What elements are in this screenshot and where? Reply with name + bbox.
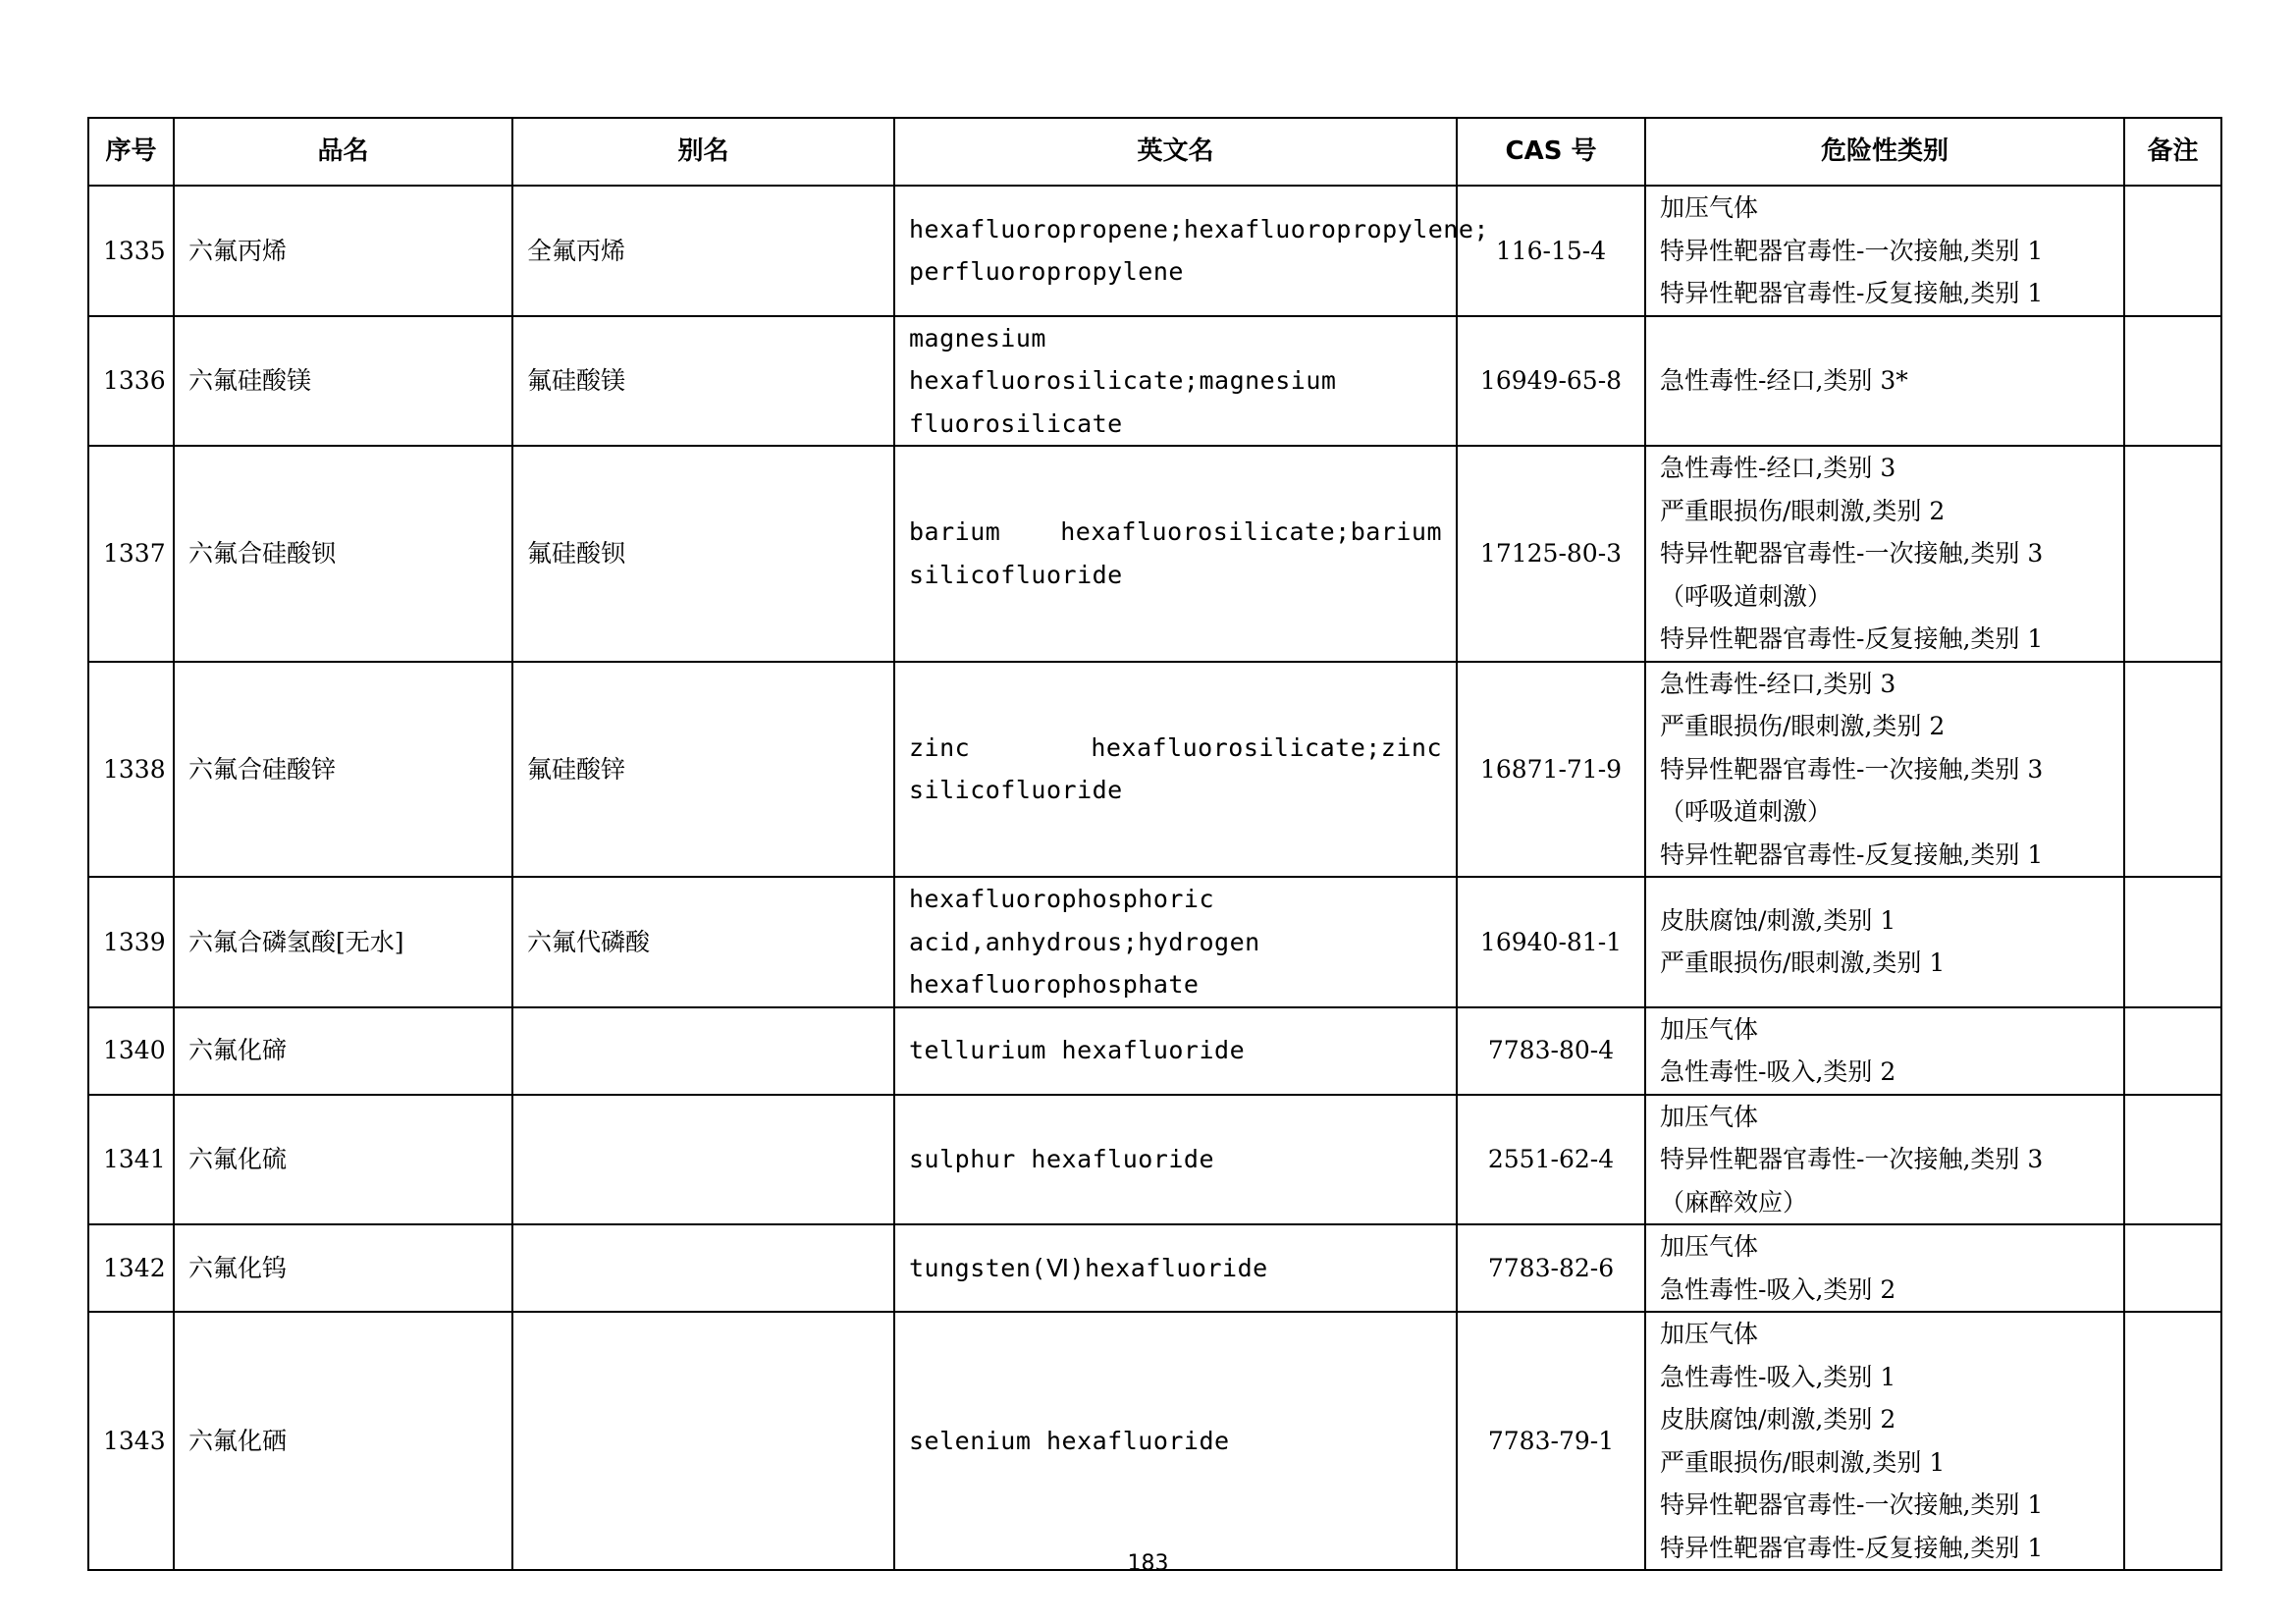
hazard-line: 急性毒性-经口,类别 3 <box>1660 669 1896 698</box>
cell-no: 1340 <box>88 1007 174 1095</box>
hazard-line: （呼吸道刺激） <box>1660 797 1833 826</box>
header-alias: 别名 <box>512 118 894 186</box>
hazard-line: （呼吸道刺激） <box>1660 581 1833 611</box>
cell-name: 六氟化钨 <box>174 1224 512 1312</box>
cell-name: 六氟化碲 <box>174 1007 512 1095</box>
cell-hazard <box>1645 662 2124 878</box>
cell-hazard <box>1645 1007 2124 1095</box>
cell-cas: 16871-71-9 <box>1457 662 1645 878</box>
cell-alias <box>512 1312 894 1570</box>
cell-hazard <box>1645 877 2124 1007</box>
table-row <box>88 446 2221 662</box>
cell-english-name: tellurium hexafluoride <box>894 1007 1457 1095</box>
hazard-line: 皮肤腐蚀/刺激,类别 1 <box>1660 905 1896 935</box>
table-row <box>88 877 2221 1007</box>
cell-alias: 氟硅酸钡 <box>512 446 894 662</box>
cell-remark <box>2124 662 2221 878</box>
cell-english-name: sulphur hexafluoride <box>894 1095 1457 1225</box>
cell-name: 六氟合硅酸钡 <box>174 446 512 662</box>
cell-no: 1338 <box>88 662 174 878</box>
cell-english-name: hexafluorophosphoric acid,anhydrous;hydrogen hexafluorophosphate <box>894 877 1457 1007</box>
chemical-table <box>87 117 2222 1571</box>
cell-no: 1343 <box>88 1312 174 1570</box>
header-name: 品名 <box>174 118 512 186</box>
cell-hazard <box>1645 446 2124 662</box>
cell-name: 六氟合磷氢酸[无水] <box>174 877 512 1007</box>
hazard-line: 急性毒性-吸入,类别 2 <box>1660 1274 1896 1304</box>
cell-name: 六氟丙烯 <box>174 186 512 316</box>
cell-cas: 7783-79-1 <box>1457 1312 1645 1570</box>
hazard-line: 加压气体 <box>1660 1232 1759 1261</box>
hazard-line: 严重眼损伤/眼刺激,类别 2 <box>1660 496 1946 525</box>
hazard-line: 严重眼损伤/眼刺激,类别 2 <box>1660 712 1946 740</box>
page-number: 183 <box>1127 1551 1169 1576</box>
hazard-line: 特异性靶器官毒性-一次接触,类别 3 <box>1660 1145 2044 1173</box>
cell-alias: 六氟代磷酸 <box>512 877 894 1007</box>
cell-remark <box>2124 1224 2221 1312</box>
cell-alias <box>512 1224 894 1312</box>
cell-cas: 2551-62-4 <box>1457 1095 1645 1225</box>
header-hazard: 危险性类别 <box>1645 118 2124 186</box>
table-row <box>88 1095 2221 1225</box>
cell-remark <box>2124 1312 2221 1570</box>
cell-name: 六氟合硅酸锌 <box>174 662 512 878</box>
cell-english-name: zinc hexafluorosilicate;zinc silicofluoride <box>894 662 1457 878</box>
cell-alias <box>512 1095 894 1225</box>
hazard-line: 严重眼损伤/眼刺激,类别 1 <box>1660 1447 1946 1477</box>
hazard-line: 特异性靶器官毒性-反复接触,类别 1 <box>1660 624 2044 653</box>
header-row <box>88 118 2221 186</box>
hazard-line: 特异性靶器官毒性-反复接触,类别 1 <box>1660 279 2044 307</box>
cell-alias: 氟硅酸镁 <box>512 316 894 447</box>
cell-english-name: magnesium hexafluorosilicate;magnesium fluorosilicate <box>894 316 1457 447</box>
hazard-line: 特异性靶器官毒性-一次接触,类别 1 <box>1660 236 2044 265</box>
cell-remark <box>2124 1007 2221 1095</box>
hazard-line: 加压气体 <box>1660 193 1759 222</box>
hazard-line: 急性毒性-吸入,类别 2 <box>1660 1057 1896 1086</box>
cell-remark <box>2124 1095 2221 1225</box>
hazard-line: 特异性靶器官毒性-一次接触,类别 3 <box>1660 539 2044 568</box>
table-body <box>88 186 2221 1570</box>
hazard-line: 特异性靶器官毒性-一次接触,类别 1 <box>1660 1490 2044 1519</box>
cell-cas: 17125-80-3 <box>1457 446 1645 662</box>
cell-english-name: selenium hexafluoride <box>894 1312 1457 1570</box>
hazard-line: 急性毒性-吸入,类别 1 <box>1660 1362 1896 1391</box>
header-english-name: 英文名 <box>894 118 1457 186</box>
hazard-line: 急性毒性-经口,类别 3* <box>1660 366 1908 395</box>
cell-english-name: barium hexafluorosilicate;barium silicofluoride <box>894 446 1457 662</box>
cell-remark <box>2124 316 2221 447</box>
header-no: 序号 <box>88 118 174 186</box>
cell-no: 1341 <box>88 1095 174 1225</box>
cell-hazard <box>1645 1312 2124 1570</box>
hazard-line: 特异性靶器官毒性-反复接触,类别 1 <box>1660 839 2044 869</box>
cell-cas: 7783-82-6 <box>1457 1224 1645 1312</box>
cell-hazard <box>1645 316 2124 447</box>
hazard-line: 皮肤腐蚀/刺激,类别 2 <box>1660 1405 1896 1434</box>
cell-hazard <box>1645 1224 2124 1312</box>
hazard-line: 特异性靶器官毒性-一次接触,类别 3 <box>1660 754 2044 784</box>
cell-alias <box>512 1007 894 1095</box>
cell-name: 六氟化硫 <box>174 1095 512 1225</box>
table-row <box>88 316 2221 447</box>
cell-hazard <box>1645 1095 2124 1225</box>
cell-no: 1335 <box>88 186 174 316</box>
table-row <box>88 186 2221 316</box>
cell-english-name: hexafluoropropene;hexafluoropropylene; perfluoropropylene <box>894 186 1457 316</box>
cell-remark <box>2124 186 2221 316</box>
hazard-line: 急性毒性-经口,类别 3 <box>1660 454 1896 482</box>
cell-name: 六氟硅酸镁 <box>174 316 512 447</box>
hazard-line: （麻醉效应） <box>1660 1187 1808 1217</box>
cell-cas: 16949-65-8 <box>1457 316 1645 447</box>
cell-alias: 全氟丙烯 <box>512 186 894 316</box>
hazard-line: 特异性靶器官毒性-反复接触,类别 1 <box>1660 1533 2044 1562</box>
cell-english-name: tungsten(Ⅵ)hexafluoride <box>894 1224 1457 1312</box>
table-row <box>88 1312 2221 1570</box>
cell-no: 1337 <box>88 446 174 662</box>
table-row <box>88 1224 2221 1312</box>
header-remark: 备注 <box>2124 118 2221 186</box>
cell-remark <box>2124 446 2221 662</box>
header-cas: CAS 号 <box>1457 118 1645 186</box>
cell-no: 1342 <box>88 1224 174 1312</box>
hazard-line: 加压气体 <box>1660 1320 1759 1348</box>
cell-cas: 116-15-4 <box>1457 186 1645 316</box>
cell-no: 1336 <box>88 316 174 447</box>
table-row <box>88 1007 2221 1095</box>
cell-name: 六氟化硒 <box>174 1312 512 1570</box>
cell-cas: 16940-81-1 <box>1457 877 1645 1007</box>
hazard-line: 加压气体 <box>1660 1014 1759 1044</box>
cell-no: 1339 <box>88 877 174 1007</box>
cell-alias: 氟硅酸锌 <box>512 662 894 878</box>
table-row <box>88 662 2221 878</box>
cell-hazard <box>1645 186 2124 316</box>
hazard-line: 加压气体 <box>1660 1102 1759 1131</box>
cell-cas: 7783-80-4 <box>1457 1007 1645 1095</box>
hazard-line: 严重眼损伤/眼刺激,类别 1 <box>1660 948 1946 978</box>
cell-remark <box>2124 877 2221 1007</box>
